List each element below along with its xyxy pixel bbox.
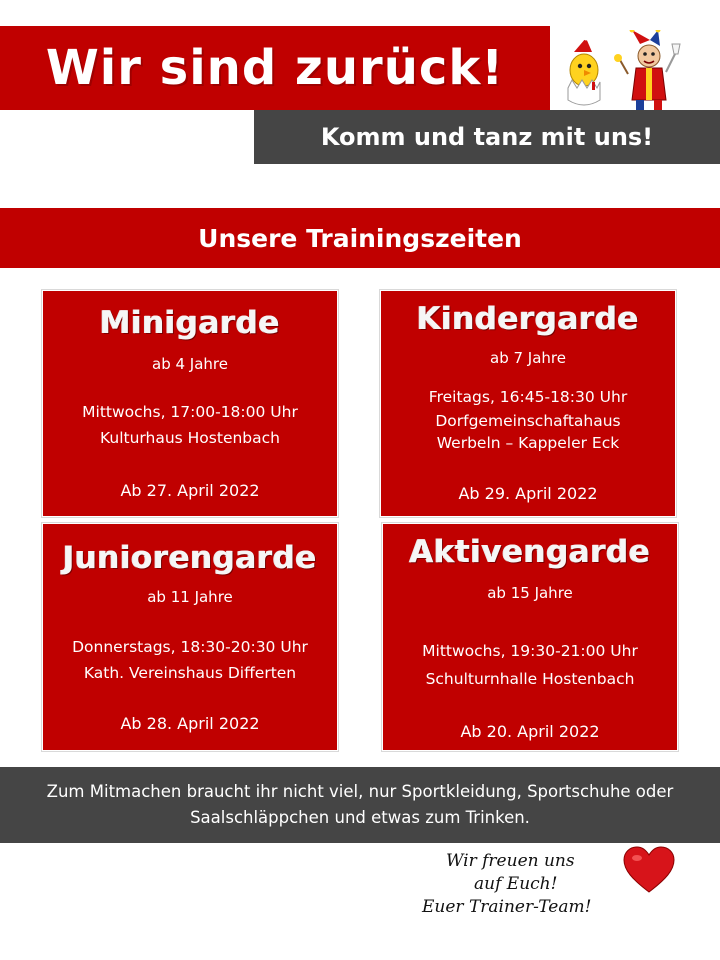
card-start-date: Ab 20. April 2022 (460, 722, 600, 741)
card-location: Schulturnhalle Hostenbach (425, 670, 635, 688)
card-day-time: Mittwochs, 19:30-21:00 Uhr (422, 642, 638, 660)
signoff (416, 850, 656, 919)
card-start-date: Ab 28. April 2022 (120, 714, 260, 733)
heart-icon (622, 846, 676, 894)
card-day-time: Mittwochs, 17:00-18:00 Uhr (82, 403, 298, 421)
chick-icon (568, 36, 600, 106)
card-kindergarde (380, 290, 676, 517)
subtitle: Komm und tanz mit uns! (320, 123, 654, 151)
card-aktivengarde (382, 523, 678, 751)
card-title: Juniorengarde (62, 540, 318, 576)
card-age: ab 15 Jahre (487, 584, 573, 602)
card-location: Kath. Vereinshaus Differten (83, 664, 297, 682)
card-location: Dorfgemeinschaftahaus (435, 412, 621, 430)
requirements-note-bar (0, 767, 720, 843)
card-location: Kulturhaus Hostenbach (99, 429, 280, 447)
card-title: Aktivengarde (409, 534, 651, 570)
card-minigarde (42, 290, 338, 517)
card-day-time: Freitags, 16:45-18:30 Uhr (428, 388, 628, 406)
card-start-date: Ab 29. April 2022 (458, 484, 598, 503)
signoff-line-3: Euer Trainer-Team! (422, 897, 592, 917)
card-day-time: Donnerstags, 18:30-20:30 Uhr (72, 638, 308, 656)
section-title: Unsere Trainingszeiten (198, 223, 522, 253)
headline-banner (0, 26, 550, 110)
card-title: Minigarde (99, 305, 281, 341)
card-start-date: Ab 27. April 2022 (120, 481, 260, 500)
card-age: ab 7 Jahre (490, 349, 566, 367)
carnival-mascots-icon (562, 30, 682, 112)
card-title: Kindergarde (416, 301, 640, 337)
jester-icon (614, 30, 680, 110)
signoff-line-2: auf Euch! (474, 874, 558, 894)
page-title: Wir sind zurück! (45, 40, 505, 96)
section-heading-bar (0, 208, 720, 268)
subtitle-bar (254, 110, 720, 164)
requirements-note: Zum Mitmachen braucht ihr nicht viel, nur Sportkleidung, Sportschuhe oder Saalschläppchen und etwas zum Trinken. (46, 782, 674, 827)
card-age: ab 4 Jahre (152, 355, 228, 373)
card-location-2: Werbeln – Kappeler Eck (436, 434, 620, 452)
card-juniorengarde (42, 523, 338, 751)
signoff-line-1: Wir freuen uns (446, 851, 575, 871)
card-age: ab 11 Jahre (147, 588, 233, 606)
